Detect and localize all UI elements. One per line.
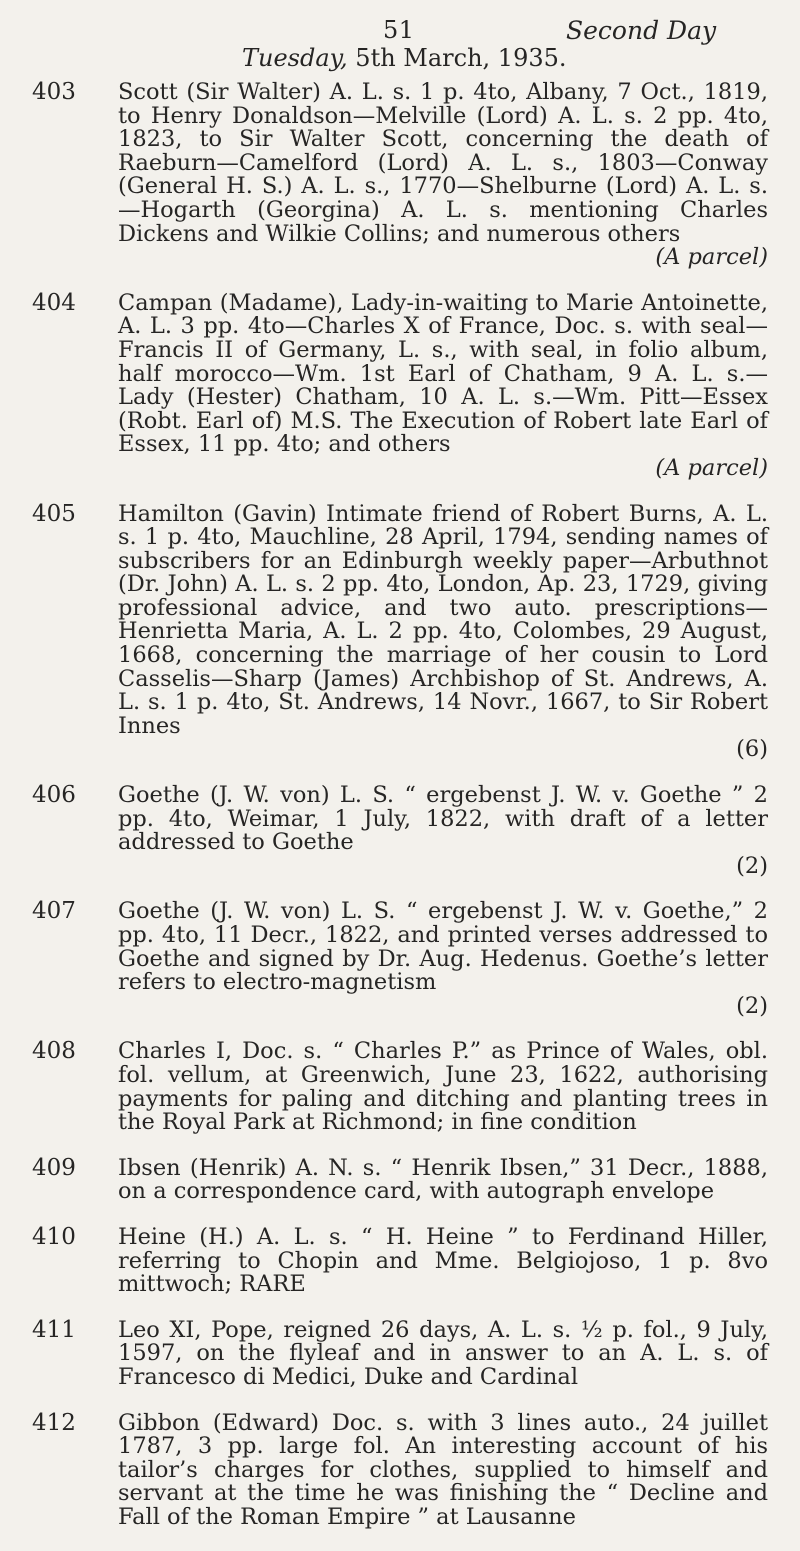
lot-description: Charles I, Doc. s. “ Charles P.” as Prince of Wales, obl. fol. vellum, at Greenwich, June 23, 1622, authorising payments for paling and ditching and planting trees in the Royal Park at Richmond; in fine condition [118,1038,768,1136]
lot-description: Goethe (J. W. von) L. S. “ ergebenst J. W. v. Goethe,” 2 pp. 4to, 11 Decr., 1822, and printed verses addressed to Goethe and signed by Dr. Aug. Hedenus. Goethe’s letter refers to electro-magnetism [118,898,768,996]
lot-quantity: (6) [736,736,768,763]
lot-entry [0,784,800,878]
lot-entry [0,289,800,481]
lot-description: Scott (Sir Walter) A. L. s. 1 p. 4to, Albany, 7 Oct., 1819, to Henry Donaldson—Melville (Lord) A. L. s. 2 pp. 4to, 1823, to Sir Walter Scott, concerning the death of Raeburn—Camelford (Lord) A. L. s., 1803—Conway (General H. S.) A. L. s., 1770—Shelburne (Lord) A. L. s.—Hogarth (Georgina) A. L. s. mentioning Charles Dickens and Wilkie Collins; and numerous others [118,79,768,247]
lot-quantity: (2) [736,992,768,1019]
lot-description: Campan (Madame), Lady-in-waiting to Marie Antoinette, A. L. 3 pp. 4to—Charles X of France, Doc. s. with seal—Francis II of Germany, L. s., with seal, in folio album, half morocco—Wm. 1st Earl of Chatham, 9 A. L. s.—Lady (Hester) Chatham, 10 A. L. s.—Wm. Pitt—Essex (Robt. Earl of) M.S. The Execution of Robert late Earl of Essex, 11 pp. 4to; and others [118,289,768,458]
lot-number: 410 [32,1223,76,1250]
lot-description: Gibbon (Edward) Doc. s. with 3 lines auto., 24 juillet 1787, 3 pp. large fol. An interesting account of his tailor’s charges for clothes, supplied to himself and servant at the time he was finishing the “ Decline and Fall of the Roman Empire ” at Lausanne [118,1409,768,1530]
page-number: 51 [383,16,415,44]
lot-entry [0,81,800,270]
lot-entry [0,900,800,1018]
lot-number: 409 [32,1154,76,1181]
lot-number: 405 [32,500,76,527]
lot-description: Ibsen (Henrik) A. N. s. “ Henrik Ibsen,” 31 Decr., 1888, on a correspondence card, with autograph envelope [118,1154,768,1205]
lot-number: 404 [32,289,76,316]
lot-quantity: (2) [736,852,768,879]
lot-entry [0,1040,800,1134]
lot-number: 411 [32,1316,76,1343]
lot-number: 403 [32,79,76,105]
lot-list [0,81,800,1551]
sale-date-rest: 5th March, 1935. [355,44,567,72]
lot-number: 412 [32,1409,76,1436]
lot-number: 407 [32,898,76,925]
lot-quantity: (A parcel) [655,454,768,481]
lot-description: Hamilton (Gavin) Intimate friend of Robert Burns, A. L. s. 1 p. 4to, Mauchline, 28 April, 1794, sending names of subscribers for an Edinburgh weekly paper—Arbuthnot (Dr. John) A. L. s. 2 pp. 4to, London, Ap. 23, 1729, giving professional advice, and two auto. prescriptions—Henrietta Maria, A. L. 2 pp. 4to, Colombes, 29 August, 1668, concerning the marriage of her cousin to Lord Casselis—Sharp (James) Archbishop of St. Andrews, A. L. s. 1 p. 4to, St. Andrews, 14 Novr., 1667, to Sir Robert Innes [118,500,768,739]
lot-entry [0,1409,800,1530]
lot-quantity: (A parcel) [655,244,768,271]
sale-date-weekday: Tuesday, [242,44,348,72]
lot-number: 408 [32,1038,76,1065]
sale-date [242,44,567,72]
lot-description: Leo XI, Pope, reigned 26 days, A. L. s. ½ p. fol., 9 July, 1597, on the flyleaf and in answer to an A. L. s. of Francesco di Medici, Duke and Cardinal [118,1316,768,1390]
lot-entry [0,1154,800,1205]
lot-entry [0,1316,800,1390]
lot-entry [0,500,800,763]
lot-number: 406 [32,782,76,809]
section-label: Second Day [566,16,717,45]
lot-description: Goethe (J. W. von) L. S. “ ergebenst J. W. v. Goethe ” 2 pp. 4to, Weimar, 1 July, 1822, with draft of a letter addressed to Goethe [118,782,768,856]
lot-entry [0,1223,800,1298]
lot-description: Heine (H.) A. L. s. “ H. Heine ” to Ferdinand Hiller, referring to Chopin and Mme. Belgiojoso, 1 p. 8vo mittwoch; RARE [118,1223,768,1298]
